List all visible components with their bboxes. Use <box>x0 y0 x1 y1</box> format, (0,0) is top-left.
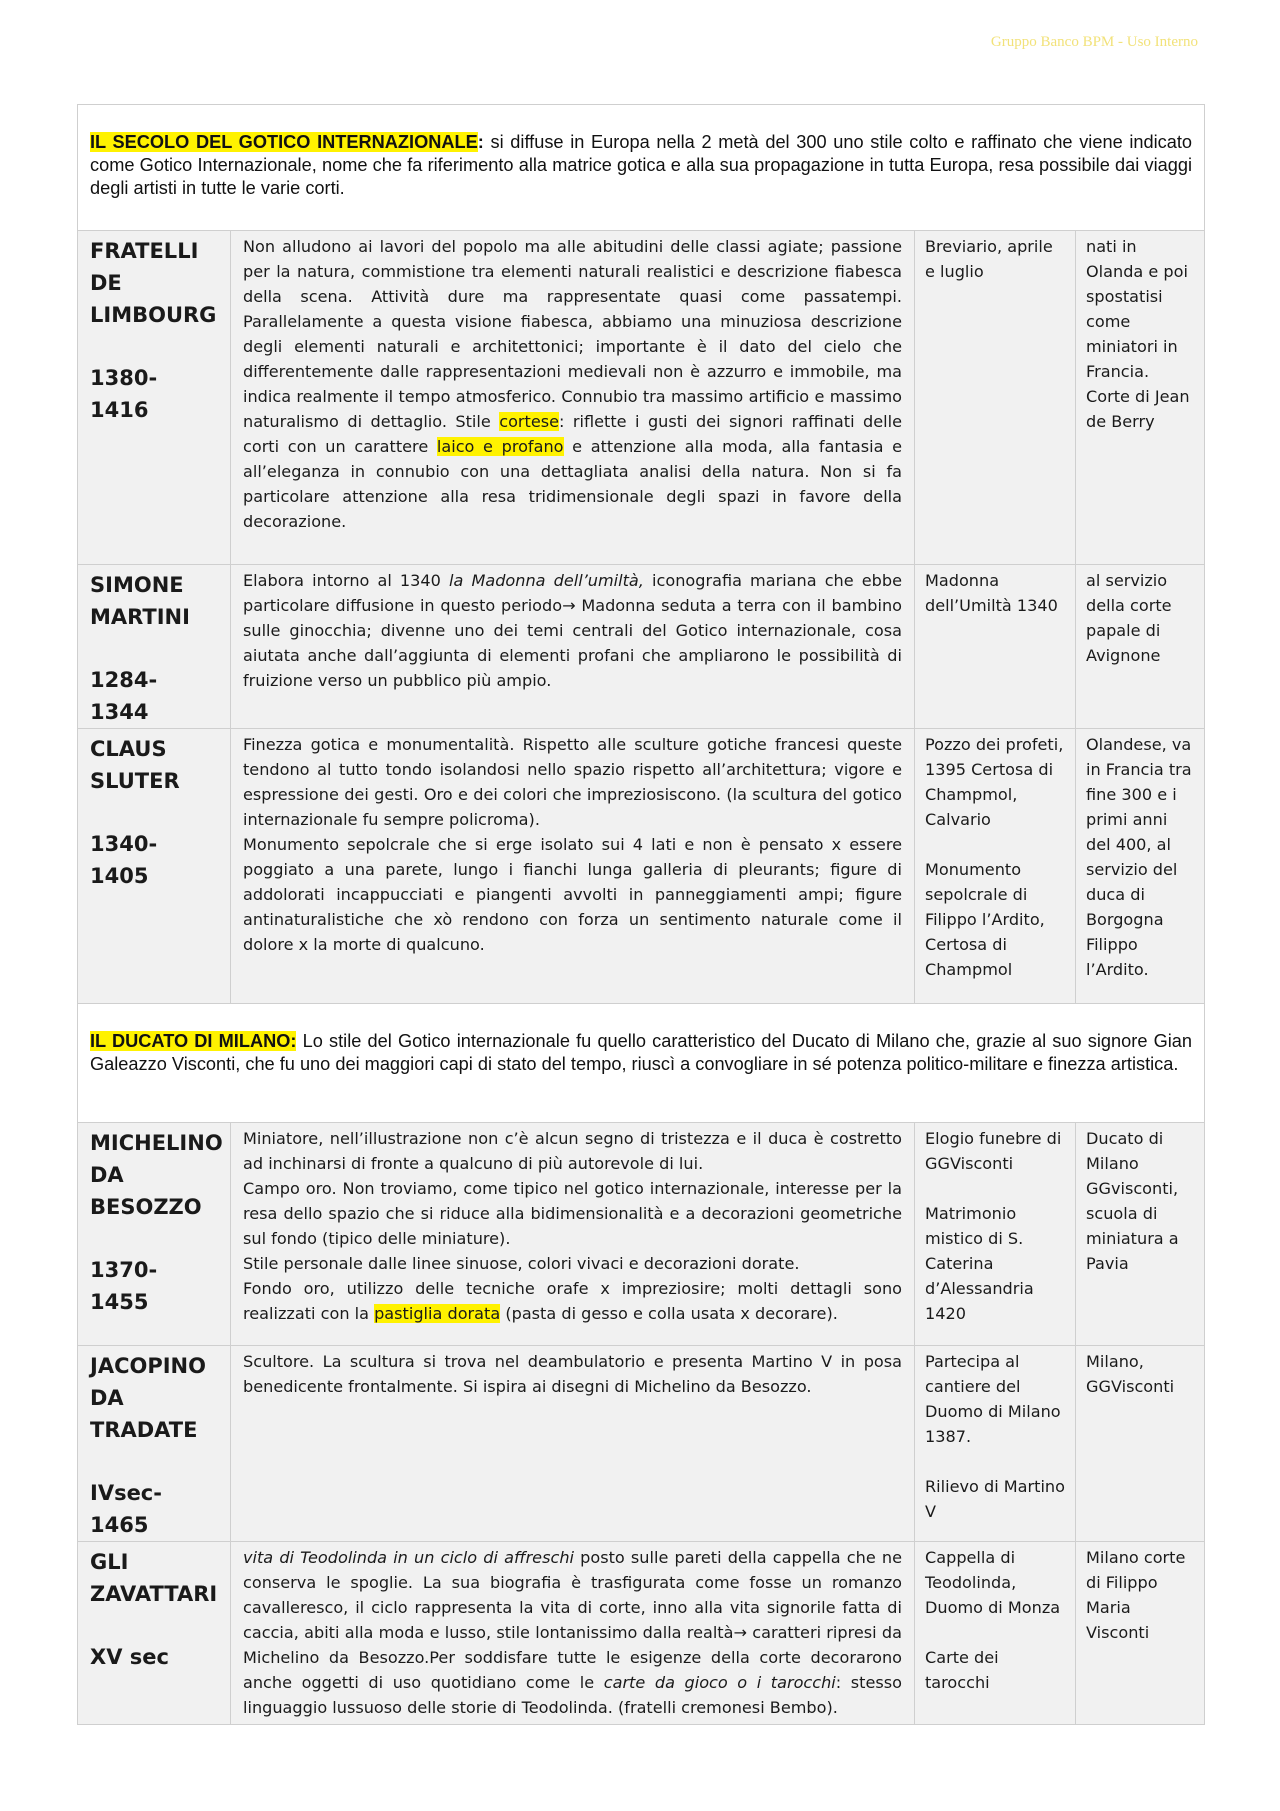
artist-name-cell <box>78 1542 231 1725</box>
artist-name-cell <box>78 565 231 729</box>
section-intro-milano <box>78 1004 1205 1123</box>
artwork-title: Rilievo di Martino V <box>925 1477 1065 1521</box>
section-heading: IL DUCATO DI MILANO: <box>90 1031 297 1051</box>
artist-works: Madonna dell’Umiltà 1340 <box>915 565 1076 729</box>
artist-row-zavattari <box>78 1542 1205 1725</box>
artist-description <box>231 1123 915 1346</box>
artist-context: Ducato di Milano GGvisconti, scuola di miniatura a Pavia <box>1076 1123 1205 1346</box>
artist-row-limbourg <box>78 231 1205 565</box>
artist-name-cell <box>78 1123 231 1346</box>
artwork-title: vita di Teodolinda in un ciclo di affreschi <box>243 1548 574 1567</box>
artist-context: nati in Olanda e poi spostatisi come miniatori in Francia. Corte di Jean de Berry <box>1076 231 1205 565</box>
description-text: Miniatore, nell’illustrazione non c’è alcun segno di tristezza e il duca è costretto ad inchinarsi di fronte a qualcuno di più autorevole di lui. <box>243 1129 902 1173</box>
artwork-title: carte da gioco o i tarocchi <box>603 1673 836 1692</box>
section-text: si diffuse in Europa nella 2 metà del 300 uno stile colto e raffinato che viene indicato come Gotico Internazionale, nome che fa riferimento alla matrice gotica e alla sua propagazione in tutta Europa, resa possibile dai viaggi degli artisti in tutte le varie corti. <box>90 132 1193 198</box>
artist-name: DA <box>90 1386 124 1410</box>
artist-dates: 1380- 1416 <box>90 366 158 422</box>
artist-dates: IVsec- 1465 <box>90 1481 162 1537</box>
artist-context: Milano corte di Filippo Maria Visconti <box>1076 1542 1205 1725</box>
artist-row-sluter <box>78 729 1205 1004</box>
description-text: iconografia mariana che ebbe particolare diffusione in questo periodo→ Madonna seduta a terra con il bambino sulle ginocchia; divenne uno dei temi centrali del Gotico internazionale, cosa aiutata anche dall’aggiunta di elementi profani che ampliarono le possibilità di fruizione verso un pubblico più ampio. <box>243 571 903 690</box>
artist-name: SIMONE <box>90 573 184 597</box>
artist-name: JACOPINO <box>90 1354 206 1378</box>
notes-table <box>77 104 1205 1725</box>
artist-description <box>231 231 915 565</box>
section-text: Lo stile del Gotico internazionale fu quello caratteristico del Ducato di Milano che, grazie al suo signore Gian Galeazzo Visconti, che fu uno dei maggiori capi di stato del tempo, riuscì a convogliare in sé potenza politico-militare e finezza artistica. <box>90 1031 1193 1074</box>
artist-description <box>231 565 915 729</box>
artist-dates: 1370- 1455 <box>90 1258 158 1314</box>
artwork-title: Monumento sepolcrale di Filippo l’Ardito, Certosa di Champmol <box>925 860 1045 979</box>
artist-name: MICHELINO <box>90 1131 223 1155</box>
artist-row-martini <box>78 565 1205 729</box>
description-text: Non alludono ai lavori del popolo ma alle abitudini delle classi agiate; passione per la natura, commistione tra elementi naturali realistici e descrizione fiabesca della scena. Attività dure ma rappresentate quasi come passatempi. Parallelamente a questa visione fiabesca, abbiamo una minuziosa descrizione degli elementi naturali e architettonici; importante è il dato del cielo che differentemente dalle rappresentazioni medievali non è azzurro e immobile, ma indica realmente il tempo atmosferico. Connubio tra massimo artificio e massimo naturalismo di dettaglio. Stile <box>243 237 902 431</box>
highlighted-term: cortese <box>499 412 560 431</box>
artwork-title: Elogio funebre di GGVisconti <box>925 1129 1062 1173</box>
artist-name: TRADATE <box>90 1418 198 1442</box>
artist-name: FRATELLI <box>90 239 199 263</box>
description-text: Campo oro. Non troviamo, come tipico nel gotico internazionale, interesse per la resa dello spazio che si riduce alla bidimensionalità e a decorazioni geometriche sul fondo (tipico delle miniature). <box>243 1179 902 1248</box>
artwork-title: Carte dei tarocchi <box>925 1648 999 1692</box>
description-text: Stile personale dalle linee sinuose, colori vivaci e decorazioni dorate. <box>243 1254 800 1273</box>
artist-name: CLAUS <box>90 737 167 761</box>
artist-name: MARTINI <box>90 605 190 629</box>
artist-description: Scultore. La scultura si trova nel deambulatorio e presenta Martino V in posa benedicente frontalmente. Si ispira ai disegni di Michelino da Besozzo. <box>231 1346 915 1542</box>
description-text: (pasta di gesso e colla usata x decorare). <box>500 1304 838 1323</box>
artist-name: DE <box>90 271 122 295</box>
description-text: Elabora intorno al 1340 <box>243 571 449 590</box>
highlighted-term: pastiglia dorata <box>374 1304 501 1323</box>
highlighted-term: laico e profano <box>436 437 564 456</box>
description-text: Fondo oro, utilizzo delle tecniche orafe x impreziosire; molti dettagli sono realizzati con la <box>243 1279 902 1323</box>
artist-name: LIMBOURG <box>90 303 217 327</box>
section-intro-gotico: IL SECOLO DEL GOTICO INTERNAZIONALE: si diffuse in Europa nella 2 metà del 300 uno stile colto e raffinato che viene indicato come Gotico Internazionale, nome che fa riferimento alla matrice gotica e alla sua propagazione in tutta Europa, resa possibile dai viaggi degli artisti in tutte le varie corti. <box>78 105 1205 231</box>
description-text: Finezza gotica e monumentalità. Rispetto alle sculture gotiche francesi queste tendono al tutto tondo isolandosi nello spazio rispetto all’architettura; vigore e espressione dei gesti. Oro e dei colori che impreziosiscono. (la scultura del gotico internazionale fu sempre policroma). <box>243 735 902 829</box>
artist-name-cell <box>78 231 231 565</box>
artist-name: DA <box>90 1163 124 1187</box>
artist-works: Breviario, aprile e luglio <box>915 231 1076 565</box>
artist-dates: XV sec <box>90 1645 169 1669</box>
artwork-title: Partecipa al cantiere del Duomo di Milano 1387. <box>925 1352 1061 1446</box>
section-heading: IL SECOLO DEL GOTICO INTERNAZIONALE <box>90 132 478 152</box>
description-text: posto sulle pareti della cappella che ne conserva le spoglie. La sua biografia è trasfigurata come fosse un romanzo cavalleresco, il ciclo rappresenta la vita di corte, inno alla vita signorile fatta di caccia, abiti alla moda e lusso, stile lontanissimo dalla realtà→ caratteri ripresi da Michelino da Besozzo.Per soddisfare tutte le esigenze della corte decorarono anche oggetti di uso quotidiano come le <box>243 1548 902 1692</box>
artist-description <box>231 729 915 1004</box>
description-text: Monumento sepolcrale che si erge isolato sui 4 lati e non è pensato x essere poggiato a una parete, lungo i fianchi lunga galleria di pleurants; figure di addolorati incappucciati e piangenti avvolti in panneggiamenti ampi; figure antinaturalistiche che xò rendono con forza un sentimento naturale come il dolore x la morte di qualcuno. <box>243 835 902 954</box>
artist-works <box>915 729 1076 1004</box>
artwork-title: Matrimonio mistico di S. Caterina d’Alessandria 1420 <box>925 1204 1034 1323</box>
artist-row-jacopino <box>78 1346 1205 1542</box>
artist-description <box>231 1542 915 1725</box>
artist-name-cell <box>78 729 231 1004</box>
description-text: : stesso linguaggio lussuoso delle storie di Teodolinda. (fratelli cremonesi Bembo). <box>243 1673 903 1717</box>
artist-row-michelino <box>78 1123 1205 1346</box>
artwork-title: Cappella di Teodolinda, Duomo di Monza <box>925 1548 1061 1617</box>
artist-name-cell <box>78 1346 231 1542</box>
artist-name: GLI <box>90 1550 129 1574</box>
artist-name: SLUTER <box>90 769 180 793</box>
artist-works <box>915 1542 1076 1725</box>
artist-context: al servizio della corte papale di Avignone <box>1076 565 1205 729</box>
artist-works <box>915 1123 1076 1346</box>
description-text: e attenzione alla moda, alla fantasia e all’eleganza in connubio con una dettagliata analisi della natura. Non si fa particolare attenzione alla resa tridimensionale degli spazi in favore della decorazione. <box>243 437 902 531</box>
artist-name: BESOZZO <box>90 1195 202 1219</box>
artwork-title: la Madonna dell’umiltà, <box>449 571 644 590</box>
classification-watermark: Gruppo Banco BPM - Uso Interno <box>990 34 1198 50</box>
artist-works <box>915 1346 1076 1542</box>
description-text: : riflette i gusti dei signori raffinati delle corti con un carattere <box>243 412 902 456</box>
artwork-title: Pozzo dei profeti, 1395 Certosa di Champmol, Calvario <box>925 735 1064 829</box>
artist-dates: 1340- 1405 <box>90 832 158 888</box>
artist-dates: 1284- 1344 <box>90 668 158 724</box>
artist-name: ZAVATTARI <box>90 1582 218 1606</box>
artist-context: Olandese, va in Francia tra fine 300 e i primi anni del 400, al servizio del duca di Borgogna Filippo l’Ardito. <box>1076 729 1205 1004</box>
artist-context: Milano, GGVisconti <box>1076 1346 1205 1542</box>
